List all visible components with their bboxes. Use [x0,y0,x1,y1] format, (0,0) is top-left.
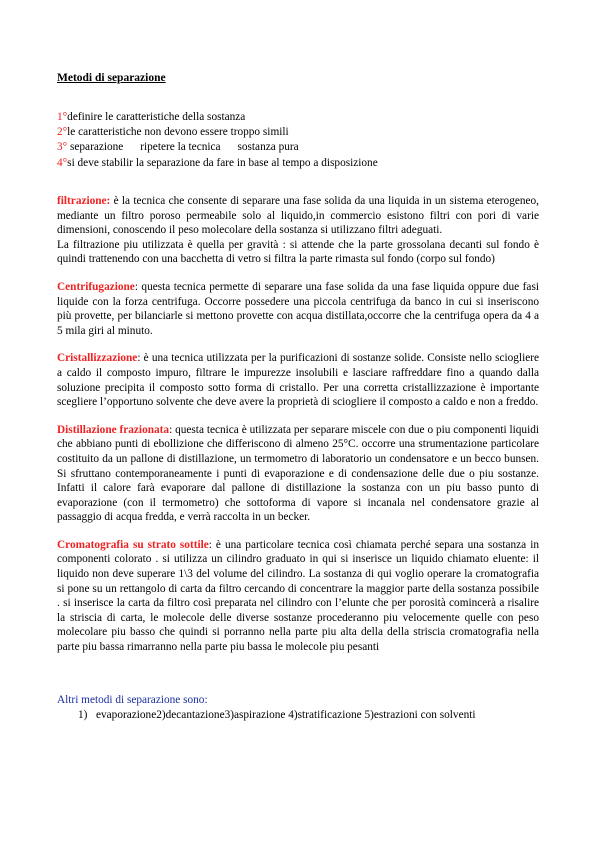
section-term: Distillazione frazionata [57,423,170,436]
step-line [57,140,547,155]
step-text: le caratteristiche non devono essere troppo simili [67,126,289,139]
step-number: 2° [57,126,68,139]
section-text: : questa tecnica permette di separare una fase solida da una fase liquida oppure due fasi liquide con la forza centrifuga. Occorre possedere una piccola centrifuga da banco in cui si inseriscono più provette, per bilanciarle si mettono provette con acqua distillata,occorre che la centrifuga opera da 4 a 5 mila giri al minuto. [57,280,539,337]
section-term: Centrifugazione [57,280,135,293]
section-text-continued: La filtrazione piu utilizzata è quella per gravità : si attende che la parte grossolana decanti sul fondo è quindi trattenendo con una bacchetta di vetro si filtra la parte rimasta sul fondo (corpo sul fondo) [57,238,539,266]
page-title: Metodi di separazione [57,72,166,84]
other-methods-heading: Altri metodi di separazione sono: [57,694,208,706]
step-line [57,110,547,125]
step-number: 3° [57,141,68,154]
section-term: filtrazione: [57,195,111,207]
step-text: separazione ripetere la tecnica sostanza pura [67,141,299,154]
other-methods-list [78,708,538,723]
step-line [57,125,547,140]
step-number: 1° [57,111,68,123]
section-term: Cromatografia su strato sottile [57,538,209,551]
step-number: 4° [57,156,68,169]
section-centrifugazione [57,280,539,338]
step-line [57,156,547,171]
section-cromatografia [57,538,539,655]
steps-list [57,110,547,171]
step-text: si deve stabilir la separazione da fare in base al tempo a disposizione [67,156,378,169]
step-text: definire le caratteristiche della sostanza [67,111,246,123]
list-number: 1) [78,709,88,721]
section-filtrazione [57,194,539,267]
sections [57,194,539,668]
section-term: Cristallizzazione [57,352,138,365]
section-text: : è una tecnica utilizzata per la purificazioni di sostanze solide. Consiste nello sciogliere a caldo il composto impuro, filtrare le impurezze insolubili e lasciare raffreddare fino a quando dalla soluzione precipita il composto sotto forma di cristallo. Per una corretta cristallizzazione è importante scegliere l’opportuno solvente che deve avere la proprietà di sciogliere il composto a caldo e non a freddo. [57,352,539,409]
section-text: : questa tecnica è utilizzata per separare miscele con due o piu componenti liquidi che abbiano punti di ebollizione che differiscono di almeno 25°C. occorre una strumentazione particolare costituito da un pallone di distillazione, un termometro di laboratorio un condensatore e un becco bunsen. Si sfruttano contemporaneamente i punti di evaporazione e di condensazione delle due o piu sostanze. Infatti il calore farà evaporare dal pallone di distillazione la sostanza con un piu basso punto di evaporazione (con il termometro) che sottoforma di vapore si incanala nel condensatore grazie al passaggio di acqua fredda, e verrà raccolta in un becker. [57,423,540,524]
section-distillazione [57,423,539,525]
section-text: : è una particolare tecnica così chiamata perché separa una sostanza in componenti colorato . si utilizza un cilindro graduato in qui si inserisce un liquido chiamato eluente: il liquido non deve superare 1\3 del volume del cilindro. La sostanza di qui voglio operare la cromatografia si pone su un rettangolo di carta da filtro cercando di concentrare la maggior parte della sostanza possibile . si inserisce la carta da filtro così preparata nel cilindro con l’elunte che per porosità comincerà a risalire la striscia di carta, le molecole delle diverse sostanze procederanno piu velocemente quelle con peso molecolare piu basso che quindi si porranno nella parte piu alta della della striscia cromatografia nella parte piu bassa rimarranno nella parte piu bassa le molecole piu pesanti [57,538,539,654]
list-item: evaporazione2)decantazione3)aspirazione 4)stratificazione 5)estrazioni con solventi [96,709,476,721]
section-cristallizzazione [57,351,539,409]
section-text: è la tecnica che consente di separare una fase solida da una liquida in un sistema eterogeneo, mediante un filtro poroso permeabile solo al liquido,in commercio esistono filtri con pori di varie dimensioni, conoscendo il peso molecolare della sostanza si utilizzano filtri adeguati. [57,195,539,237]
